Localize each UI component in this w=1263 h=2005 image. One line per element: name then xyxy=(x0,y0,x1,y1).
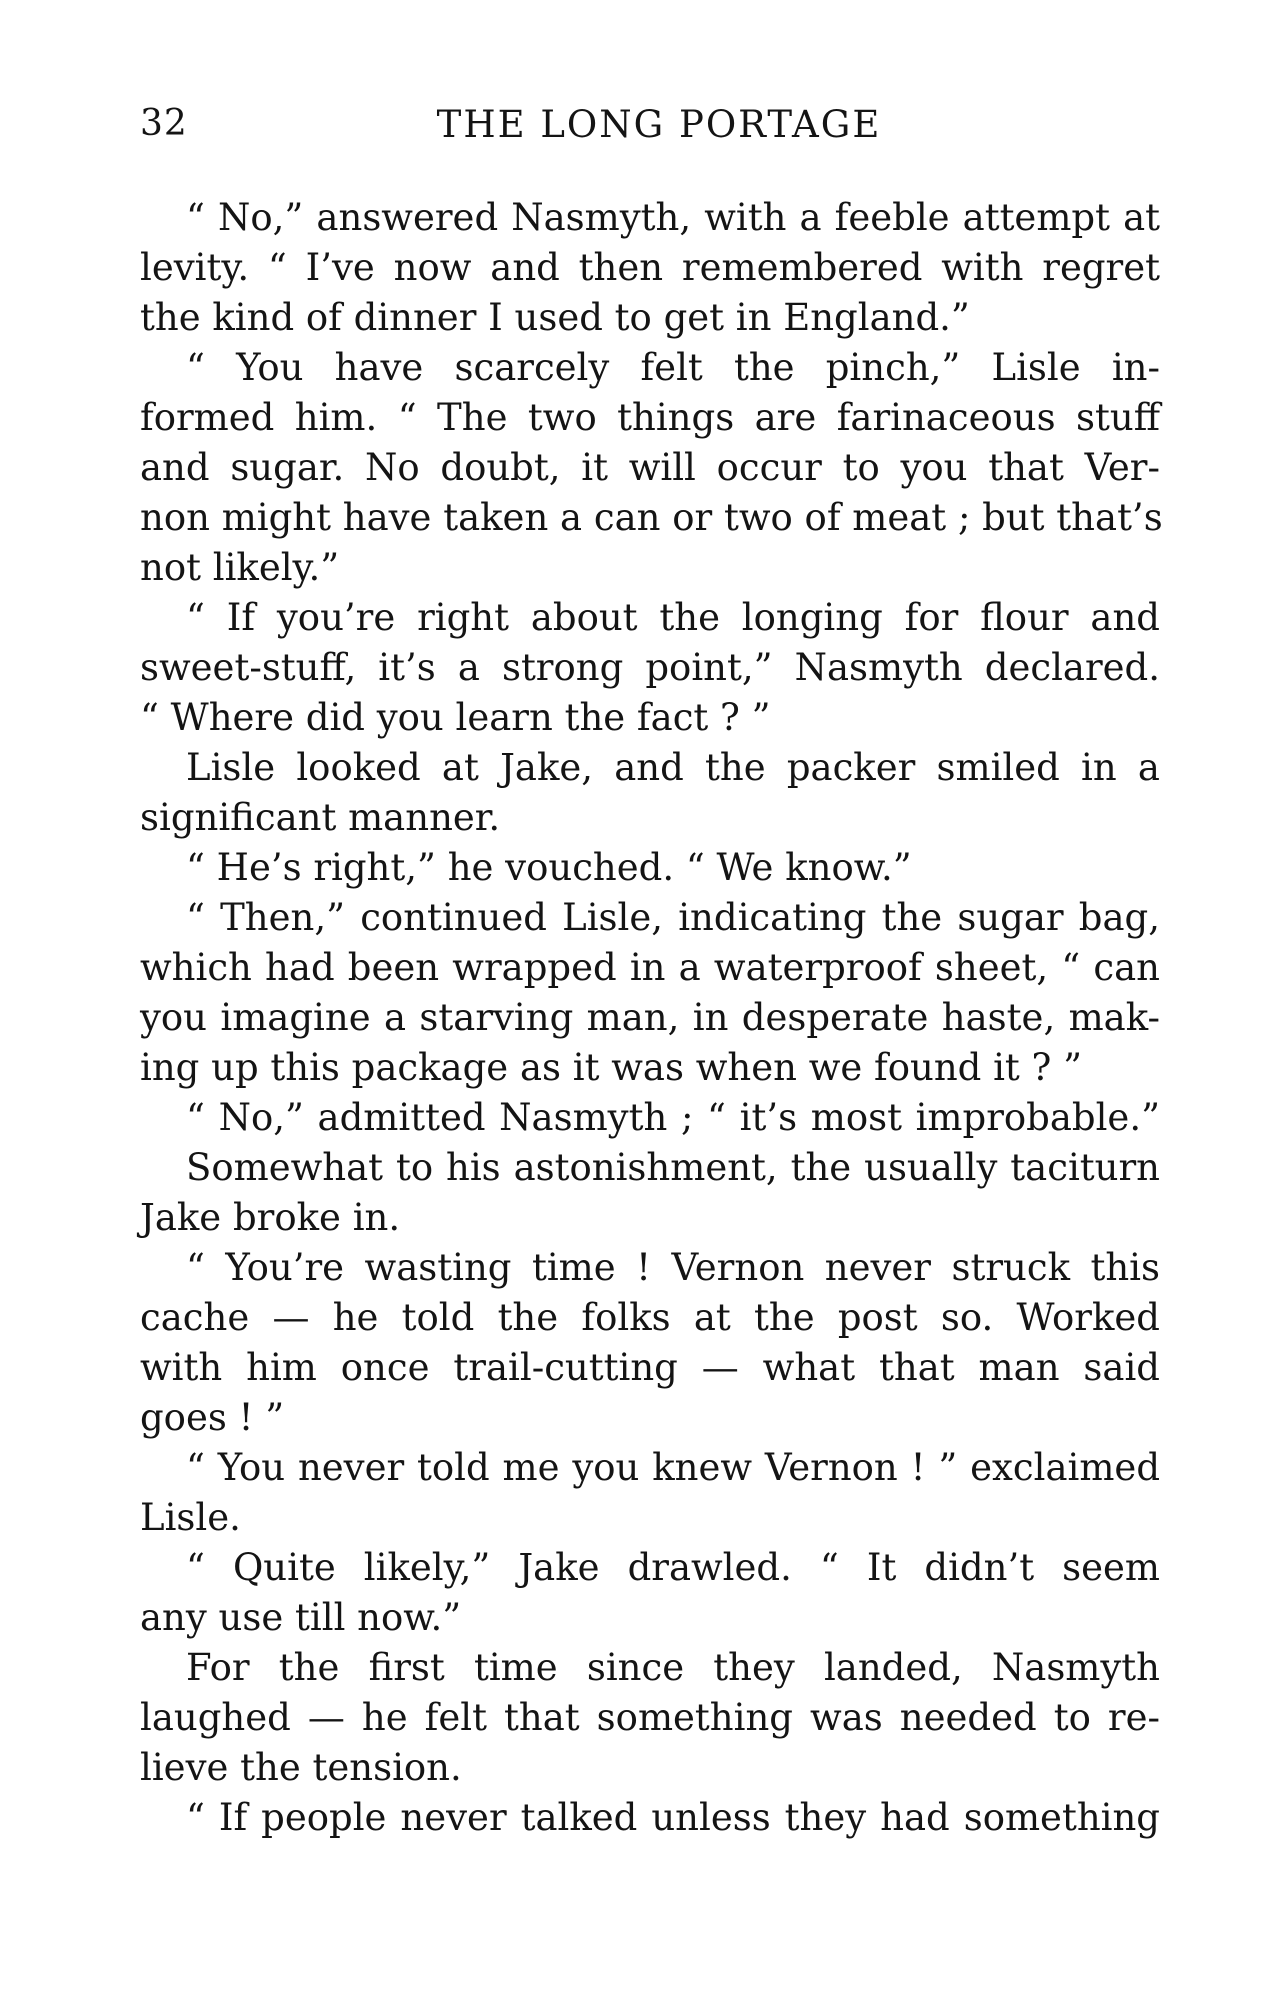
text-line: levity. “ I’ve now and then remembered with regret xyxy=(140,246,1160,289)
text-line: “ Where did you learn the fact ? ” xyxy=(140,696,771,739)
text-line: goes ! ” xyxy=(140,1396,285,1439)
text-line: the kind of dinner I used to get in England.” xyxy=(140,296,970,339)
text-line: Lisle looked at Jake, and the packer smiled in a xyxy=(186,746,1160,789)
text-line: “ You’re wasting time ! Vernon never struck this xyxy=(186,1246,1160,1289)
text-line: For the first time since they landed, Nasmyth xyxy=(186,1646,1160,1689)
text-line: with him once trail-cutting — what that man said xyxy=(140,1346,1160,1389)
text-line: “ He’s right,” he vouched. “ We know.” xyxy=(186,846,912,889)
text-line: “ You never told me you knew Vernon ! ” exclaimed xyxy=(186,1446,1160,1489)
page-number: 32 xyxy=(140,103,188,144)
running-title: THE LONG PORTAGE xyxy=(436,103,882,146)
text-line: cache — he told the folks at the post so. Worked xyxy=(140,1296,1160,1339)
text-line: and sugar. No doubt, it will occur to you that Ver- xyxy=(140,446,1160,489)
text-line: “ Then,” continued Lisle, indicating the sugar bag, xyxy=(186,896,1160,939)
text-line: “ You have scarcely felt the pinch,” Lisle in- xyxy=(186,346,1160,389)
text-line: “ No,” admitted Nasmyth ; “ it’s most improbable.” xyxy=(186,1096,1160,1139)
text-line: you imagine a starving man, in desperate haste, mak- xyxy=(140,996,1160,1039)
text-line: sweet-stuff, it’s a strong point,” Nasmyth declared. xyxy=(140,646,1160,689)
text-line: any use till now.” xyxy=(140,1596,462,1639)
body-text xyxy=(140,193,1163,1843)
text-line: “ Quite likely,” Jake drawled. “ It didn’t seem xyxy=(186,1546,1160,1589)
text-line: significant manner. xyxy=(140,796,501,839)
text-line: “ No,” answered Nasmyth, with a feeble attempt at xyxy=(186,196,1160,239)
text-line: formed him. “ The two things are farinaceous stuff xyxy=(140,396,1160,439)
text-line: which had been wrapped in a waterproof sheet, “ can xyxy=(140,946,1160,989)
text-line: Somewhat to his astonishment, the usually taciturn xyxy=(186,1146,1160,1189)
page-header xyxy=(140,103,1160,163)
text-line: not likely.” xyxy=(140,546,340,589)
text-line: “ If you’re right about the longing for flour and xyxy=(186,596,1160,639)
text-line: Lisle. xyxy=(140,1496,241,1539)
text-line: Jake broke in. xyxy=(140,1196,401,1239)
text-line: non might have taken a can or two of meat ; but that’s xyxy=(140,496,1163,539)
text-line: “ If people never talked unless they had something xyxy=(186,1796,1160,1839)
text-line: laughed — he felt that something was needed to re- xyxy=(140,1696,1160,1739)
text-line: lieve the tension. xyxy=(140,1746,462,1789)
text-line: ing up this package as it was when we found it ? ” xyxy=(140,1046,1083,1089)
